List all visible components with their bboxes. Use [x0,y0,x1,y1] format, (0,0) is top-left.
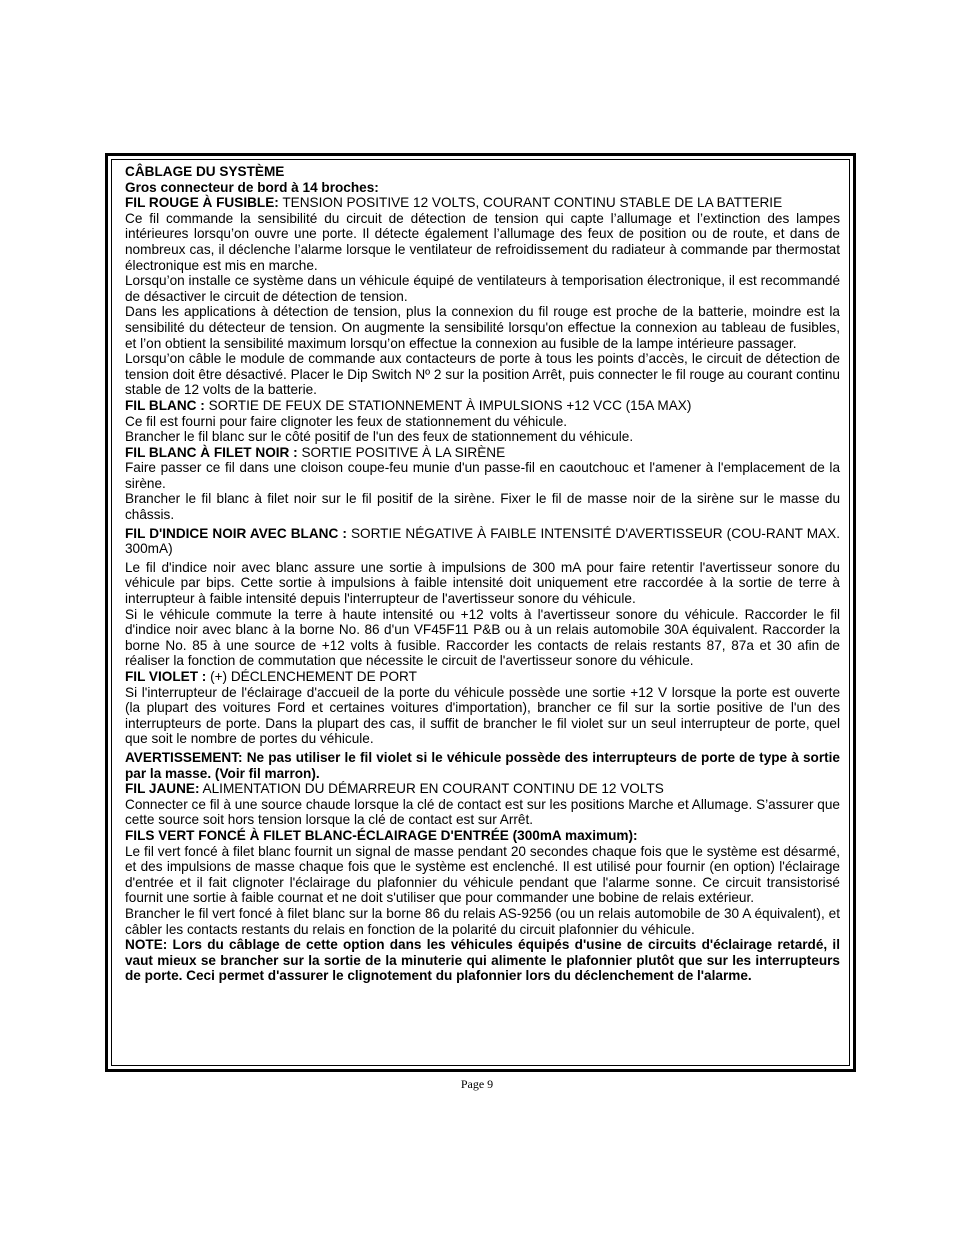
section-subtitle: Gros connecteur de bord à 14 broches: [125,179,379,195]
wire-heading-violet [125,669,840,685]
wire-heading-red [125,195,840,211]
paragraph: Connecter ce fil à une source chaude lorsque la clé de contact est sur les positions Marche et Allumage. S’assurer que cette source soit hors tension lorsque la clé de contact est sur Arrêt. [125,796,840,828]
wire-label: FIL JAUNE: [125,781,200,797]
wire-heading-green: FILS VERT FONCÉ À FILET BLANC-ÉCLAIRAGE D'ENTRÉE (300mA maximum): [125,827,638,843]
paragraph: Si le véhicule commute la terre à haute intensité ou +12 volts à l'avertisseur sonore du véhicule. Raccorder le fil d'indice noir avec blanc à la borne No. 86 d'un VF45F11 P&B ou à un relais automobile 30A équivalent. Raccorder la borne No. 85 à une source de +12 volts à fusible. Raccorder les contacts de relais restants 87, 87a et 30 afin de réaliser la fonction de commutation que nécessite le circuit de l'avertisseur sonore du véhicule. [125,606,840,669]
paragraph: Ce fil commande la sensibilité du circuit de détection de tension qui capte l’allumage et l’extinction des lampes intérieures lorsqu’on ouvre une porte. Il détecte également l’allumage des feux de position ou de route, et dans de nombreux cas, il déclenche l’alarme lorsque le ventilateur de refroidissement du radiateur à commande par thermostat électronique est mis en marche. [125,210,840,273]
paragraph: Le fil vert foncé à filet blanc fournit un signal de masse pendant 20 secondes chaque fois que le système est désarmé, et des impulsions de masse chaque fois que le système est enclenché. Il est utilisé pour fournir (en option) l'éclairage d'entrée et il fait clignoter l'éclairage du plafonnier du véhicule pendant que l'alarme sonne. Ce circuit transistorisé fournit une sortie à faible cournat et ne doit s'utiliser que pour commander une bobine de relais extérieur. [125,843,840,906]
wire-label: FIL BLANC : [125,397,205,413]
wire-label: FIL D'INDICE NOIR AVEC BLANC : [125,525,347,541]
page-number: Page 9 [460,1077,494,1091]
wire-function: SORTIE DE FEUX DE STATIONNEMENT À IMPULSIONS +12 VCC (15A MAX) [204,397,692,413]
paragraph: Brancher le fil blanc à filet noir sur le fil positif de la sirène. Fixer le fil de masse noir de la sirène sur le masse du châssis. [125,491,840,523]
wire-heading-white [125,398,840,414]
wire-label: FIL ROUGE À FUSIBLE: [125,195,279,211]
wire-heading-white-black [125,445,840,461]
wire-function: (+) DÉCLENCHEMENT DE PORT [206,669,417,684]
paragraph: Si l'interrupteur de l'éclairage d'accueil de la porte du véhicule possède une sortie +12 V lorsque la porte est ouverte (la plupart des voitures Ford et certaines voitures d'importation), brancher ce fil sur la sortie positive de l'un des interrupteurs de porte. Dans la plupart des cas, il suffit de brancher le fil violet sur un seul interrupteur de porte, quel que soit le nombre de portes du véhicule. [125,684,840,747]
paragraph: Lorsqu’on installe ce système dans un véhicule équipé de ventilateurs à temporisation électronique, il est recommandé de désactiver le circuit de détection de tension. [125,273,840,304]
wire-function: SORTIE POSITIVE À LA SIRÈNE [297,444,506,460]
paragraph: Ce fil est fourni pour faire clignoter les feux de stationnement du véhicule. [125,413,568,429]
wire-heading-black-white [125,526,840,557]
wire-heading-yellow [125,781,840,797]
wire-function: SORTIE NÉGATIVE À FAIBLE INTENSITÉ D'AVERTISSEUR (COU-RANT MAX. 300mA) [125,525,840,557]
wire-label: FIL BLANC À FILET NOIR : [125,444,298,460]
paragraph: Brancher le fil vert foncé à filet blanc sur la borne 86 du relais AS-9256 (ou un relais automobile de 30 A équivalent), et câbler les contacts restants du relais en fonction de la polarité du circuit plafonnier du véhicule. [125,905,840,937]
paragraph: Lorsqu’on câble le module de commande aux contacteurs de porte à tous les points d’accès, le circuit de détection de tension doit être désactivé. Placer le Dip Switch Nº 2 sur la position Arrêt, puis connecter le fil rouge au courant continu stable de 12 volts de la batterie. [125,351,840,398]
paragraph: Brancher le fil blanc sur le côté positif de l'un des feux de stationnement du véhicule. [125,429,634,445]
wire-label: FIL VIOLET : [125,669,207,684]
paragraph: Faire passer ce fil dans une cloison coupe-feu munie d'un passe-fil en caoutchouc et l'amener à l'emplacement de la sirène. [125,460,840,491]
wire-function: TENSION POSITIVE 12 VOLTS, COURANT CONTINU STABLE DE LA BATTERIE [278,195,783,211]
paragraph: Dans les applications à détection de tension, plus la connexion du fil rouge est proche de la batterie, moindre est la sensibilité du détecteur de tension. On augmente la sensibilité lorsqu'on effectue la connexion au tableau de fusibles, et l’on obtient la sensibilité maximum lorsqu’on effectue la connexion au fusible de la lampe intérieure passager. [125,304,840,351]
document-body [125,164,840,984]
paragraph: Le fil d'indice noir avec blanc assure une sortie à impulsions de 300 mA pour faire retentir l'avertisseur sonore du véhicule par bips. Cette sortie à impulsions à faible intensité doit uniquement etre raccordée à la sortie de terre à interrupteur à faible intensité depuis l'interrupteur de l'avertisseur sonore du véhicule. [125,559,840,607]
wire-function: ALIMENTATION DU DÉMARREUR EN COURANT CONTINU DE 12 VOLTS [199,781,664,797]
warning-text: AVERTISSEMENT: Ne pas utiliser le fil violet si le véhicule possède des interrupteurs de porte de type à sortie par la masse. (Voir fil marron). [125,749,840,781]
section-title: CÂBLAGE DU SYSTÈME [125,164,285,179]
note-text: NOTE: Lors du câblage de cette option dans les véhicules équipés d'usine de circuits d'éclairage retardé, il vaut mieux se brancher sur la sortie de la minuterie qui alimente le plafonnier plutôt que sur les interrupteurs de porte. Ceci permet d'assurer le clignotement du plafonnier lors du déclenchement de l'alarme. [125,937,840,984]
